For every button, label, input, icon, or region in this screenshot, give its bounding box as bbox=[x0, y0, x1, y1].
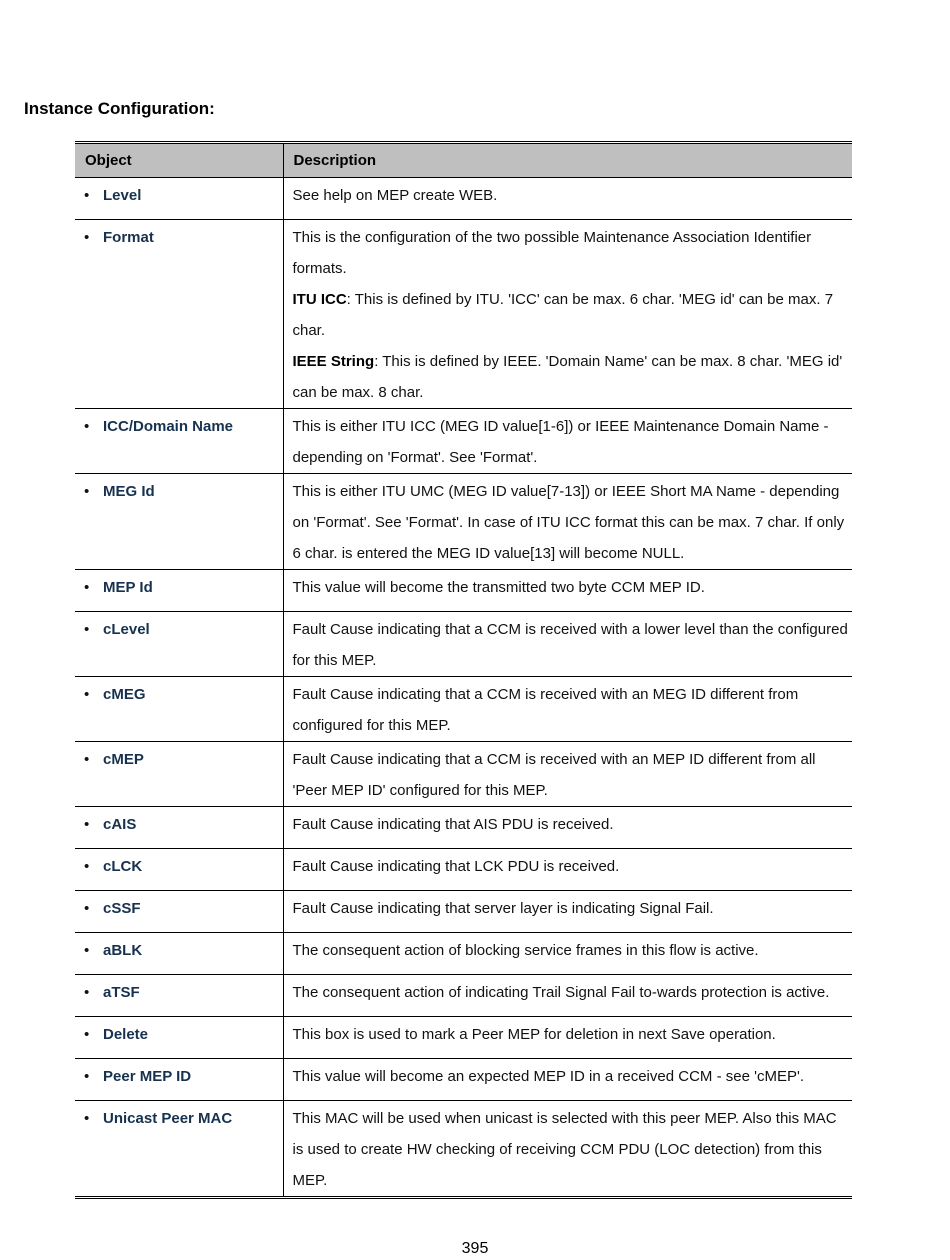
object-cell bbox=[75, 178, 283, 220]
table-row-cais bbox=[75, 807, 852, 849]
object-name: Delete bbox=[103, 1026, 149, 1043]
object-cell bbox=[75, 1101, 283, 1198]
table-row-peer-mep-id bbox=[75, 1059, 852, 1101]
object-name: Level bbox=[103, 187, 142, 204]
format-intro: This is the configuration of the two possible Maintenance Association Identifier formats. bbox=[292, 229, 812, 277]
ieee-string-text: : This is defined by IEEE. 'Domain Name' can be max. 8 char. 'MEG id' can be max. 8 char. bbox=[292, 353, 843, 401]
object-name: Format bbox=[103, 229, 154, 246]
description-cell bbox=[283, 220, 852, 409]
description-cell: This MAC will be used when unicast is selected with this peer MEP. Also this MAC is used to create HW checking of receiving CCM PDU (LOC detection) from this MEP. bbox=[283, 1101, 852, 1198]
object-name: cLevel bbox=[103, 621, 150, 638]
table-row-cmep bbox=[75, 742, 852, 807]
page-number: 395 bbox=[461, 1240, 489, 1257]
table-row-atsf bbox=[75, 975, 852, 1017]
bullet-icon: • bbox=[84, 751, 90, 768]
description-cell: Fault Cause indicating that LCK PDU is received. bbox=[283, 849, 852, 891]
bullet-icon: • bbox=[84, 579, 90, 596]
bullet-icon: • bbox=[84, 942, 90, 959]
table-row-level bbox=[75, 178, 852, 220]
bullet-icon: • bbox=[84, 984, 90, 1001]
object-cell bbox=[75, 891, 283, 933]
table-row-format bbox=[75, 220, 852, 409]
description-cell: The consequent action of blocking service frames in this flow is active. bbox=[283, 933, 852, 975]
instance-configuration-table bbox=[75, 141, 852, 1199]
bullet-icon: • bbox=[84, 1026, 90, 1043]
object-name: MEG Id bbox=[103, 483, 155, 500]
object-name: Unicast Peer MAC bbox=[103, 1110, 233, 1127]
object-name: cSSF bbox=[103, 900, 141, 917]
description-cell: The consequent action of indicating Trail Signal Fail to-wards protection is active. bbox=[283, 975, 852, 1017]
object-cell bbox=[75, 612, 283, 677]
table-row-clevel bbox=[75, 612, 852, 677]
table-row-ablk bbox=[75, 933, 852, 975]
object-name: ICC/Domain Name bbox=[103, 418, 234, 435]
section-title: Instance Configuration: bbox=[24, 99, 215, 118]
object-cell bbox=[75, 409, 283, 474]
description-cell: This value will become the transmitted two byte CCM MEP ID. bbox=[283, 570, 852, 612]
bullet-icon: • bbox=[84, 187, 90, 204]
description-cell: Fault Cause indicating that a CCM is received with an MEP ID different from all 'Peer MEP ID' configured for this MEP. bbox=[283, 742, 852, 807]
format-itu-icc bbox=[293, 284, 849, 346]
description-cell: Fault Cause indicating that a CCM is received with a lower level than the configured for this MEP. bbox=[283, 612, 852, 677]
bullet-icon: • bbox=[84, 816, 90, 833]
object-column-header: Object bbox=[75, 143, 283, 178]
bullet-icon: • bbox=[84, 686, 90, 703]
object-name: cMEG bbox=[103, 686, 146, 703]
table-row-meg-id bbox=[75, 474, 852, 570]
table-header-row bbox=[75, 143, 852, 178]
description-column-header: Description bbox=[283, 143, 852, 178]
table-row-mep-id bbox=[75, 570, 852, 612]
object-cell bbox=[75, 570, 283, 612]
bullet-icon: • bbox=[84, 1068, 90, 1085]
object-name: cMEP bbox=[103, 751, 144, 768]
description-cell: This value will become an expected MEP ID in a received CCM - see 'cMEP'. bbox=[283, 1059, 852, 1101]
bullet-icon: • bbox=[84, 900, 90, 917]
object-cell bbox=[75, 1059, 283, 1101]
object-cell bbox=[75, 975, 283, 1017]
format-ieee-string bbox=[293, 346, 849, 408]
object-cell bbox=[75, 933, 283, 975]
description-cell: This is either ITU ICC (MEG ID value[1-6]) or IEEE Maintenance Domain Name - depending on 'Format'. See 'Format'. bbox=[283, 409, 852, 474]
object-name: aBLK bbox=[103, 942, 143, 959]
object-cell bbox=[75, 220, 283, 409]
object-name: cLCK bbox=[103, 858, 143, 875]
bullet-icon: • bbox=[84, 1110, 90, 1127]
bullet-icon: • bbox=[84, 621, 90, 638]
description-cell: Fault Cause indicating that a CCM is received with an MEG ID different from configured for this MEP. bbox=[283, 677, 852, 742]
table-row-delete bbox=[75, 1017, 852, 1059]
description-cell: This box is used to mark a Peer MEP for deletion in next Save operation. bbox=[283, 1017, 852, 1059]
description-cell: Fault Cause indicating that AIS PDU is received. bbox=[283, 807, 852, 849]
object-name: Peer MEP ID bbox=[103, 1068, 192, 1085]
table-row-icc-domain-name bbox=[75, 409, 852, 474]
bullet-icon: • bbox=[84, 418, 90, 435]
object-cell bbox=[75, 742, 283, 807]
ieee-string-term: IEEE String bbox=[292, 353, 375, 370]
table-row-unicast-peer-mac bbox=[75, 1101, 852, 1198]
object-name: MEP Id bbox=[103, 579, 153, 596]
object-name: aTSF bbox=[103, 984, 140, 1001]
bullet-icon: • bbox=[84, 229, 90, 246]
description-cell: Fault Cause indicating that server layer is indicating Signal Fail. bbox=[283, 891, 852, 933]
object-cell bbox=[75, 849, 283, 891]
bullet-icon: • bbox=[84, 483, 90, 500]
table-row-cmeg bbox=[75, 677, 852, 742]
object-cell bbox=[75, 1017, 283, 1059]
bullet-icon: • bbox=[84, 858, 90, 875]
object-cell bbox=[75, 677, 283, 742]
description-cell: This is either ITU UMC (MEG ID value[7-13]) or IEEE Short MA Name - depending on 'Format'. See 'Format'. In case of ITU ICC format this can be max. 7 char. If only 6 char. is entered the MEG ID value[13] will become NULL. bbox=[283, 474, 852, 570]
itu-icc-text: : This is defined by ITU. 'ICC' can be max. 6 char. 'MEG id' can be max. 7 char. bbox=[292, 291, 834, 339]
object-cell bbox=[75, 474, 283, 570]
description-cell: See help on MEP create WEB. bbox=[283, 178, 852, 220]
table-row-clck bbox=[75, 849, 852, 891]
object-cell bbox=[75, 807, 283, 849]
table-row-cssf bbox=[75, 891, 852, 933]
itu-icc-term: ITU ICC bbox=[292, 291, 347, 308]
object-name: cAIS bbox=[103, 816, 137, 833]
